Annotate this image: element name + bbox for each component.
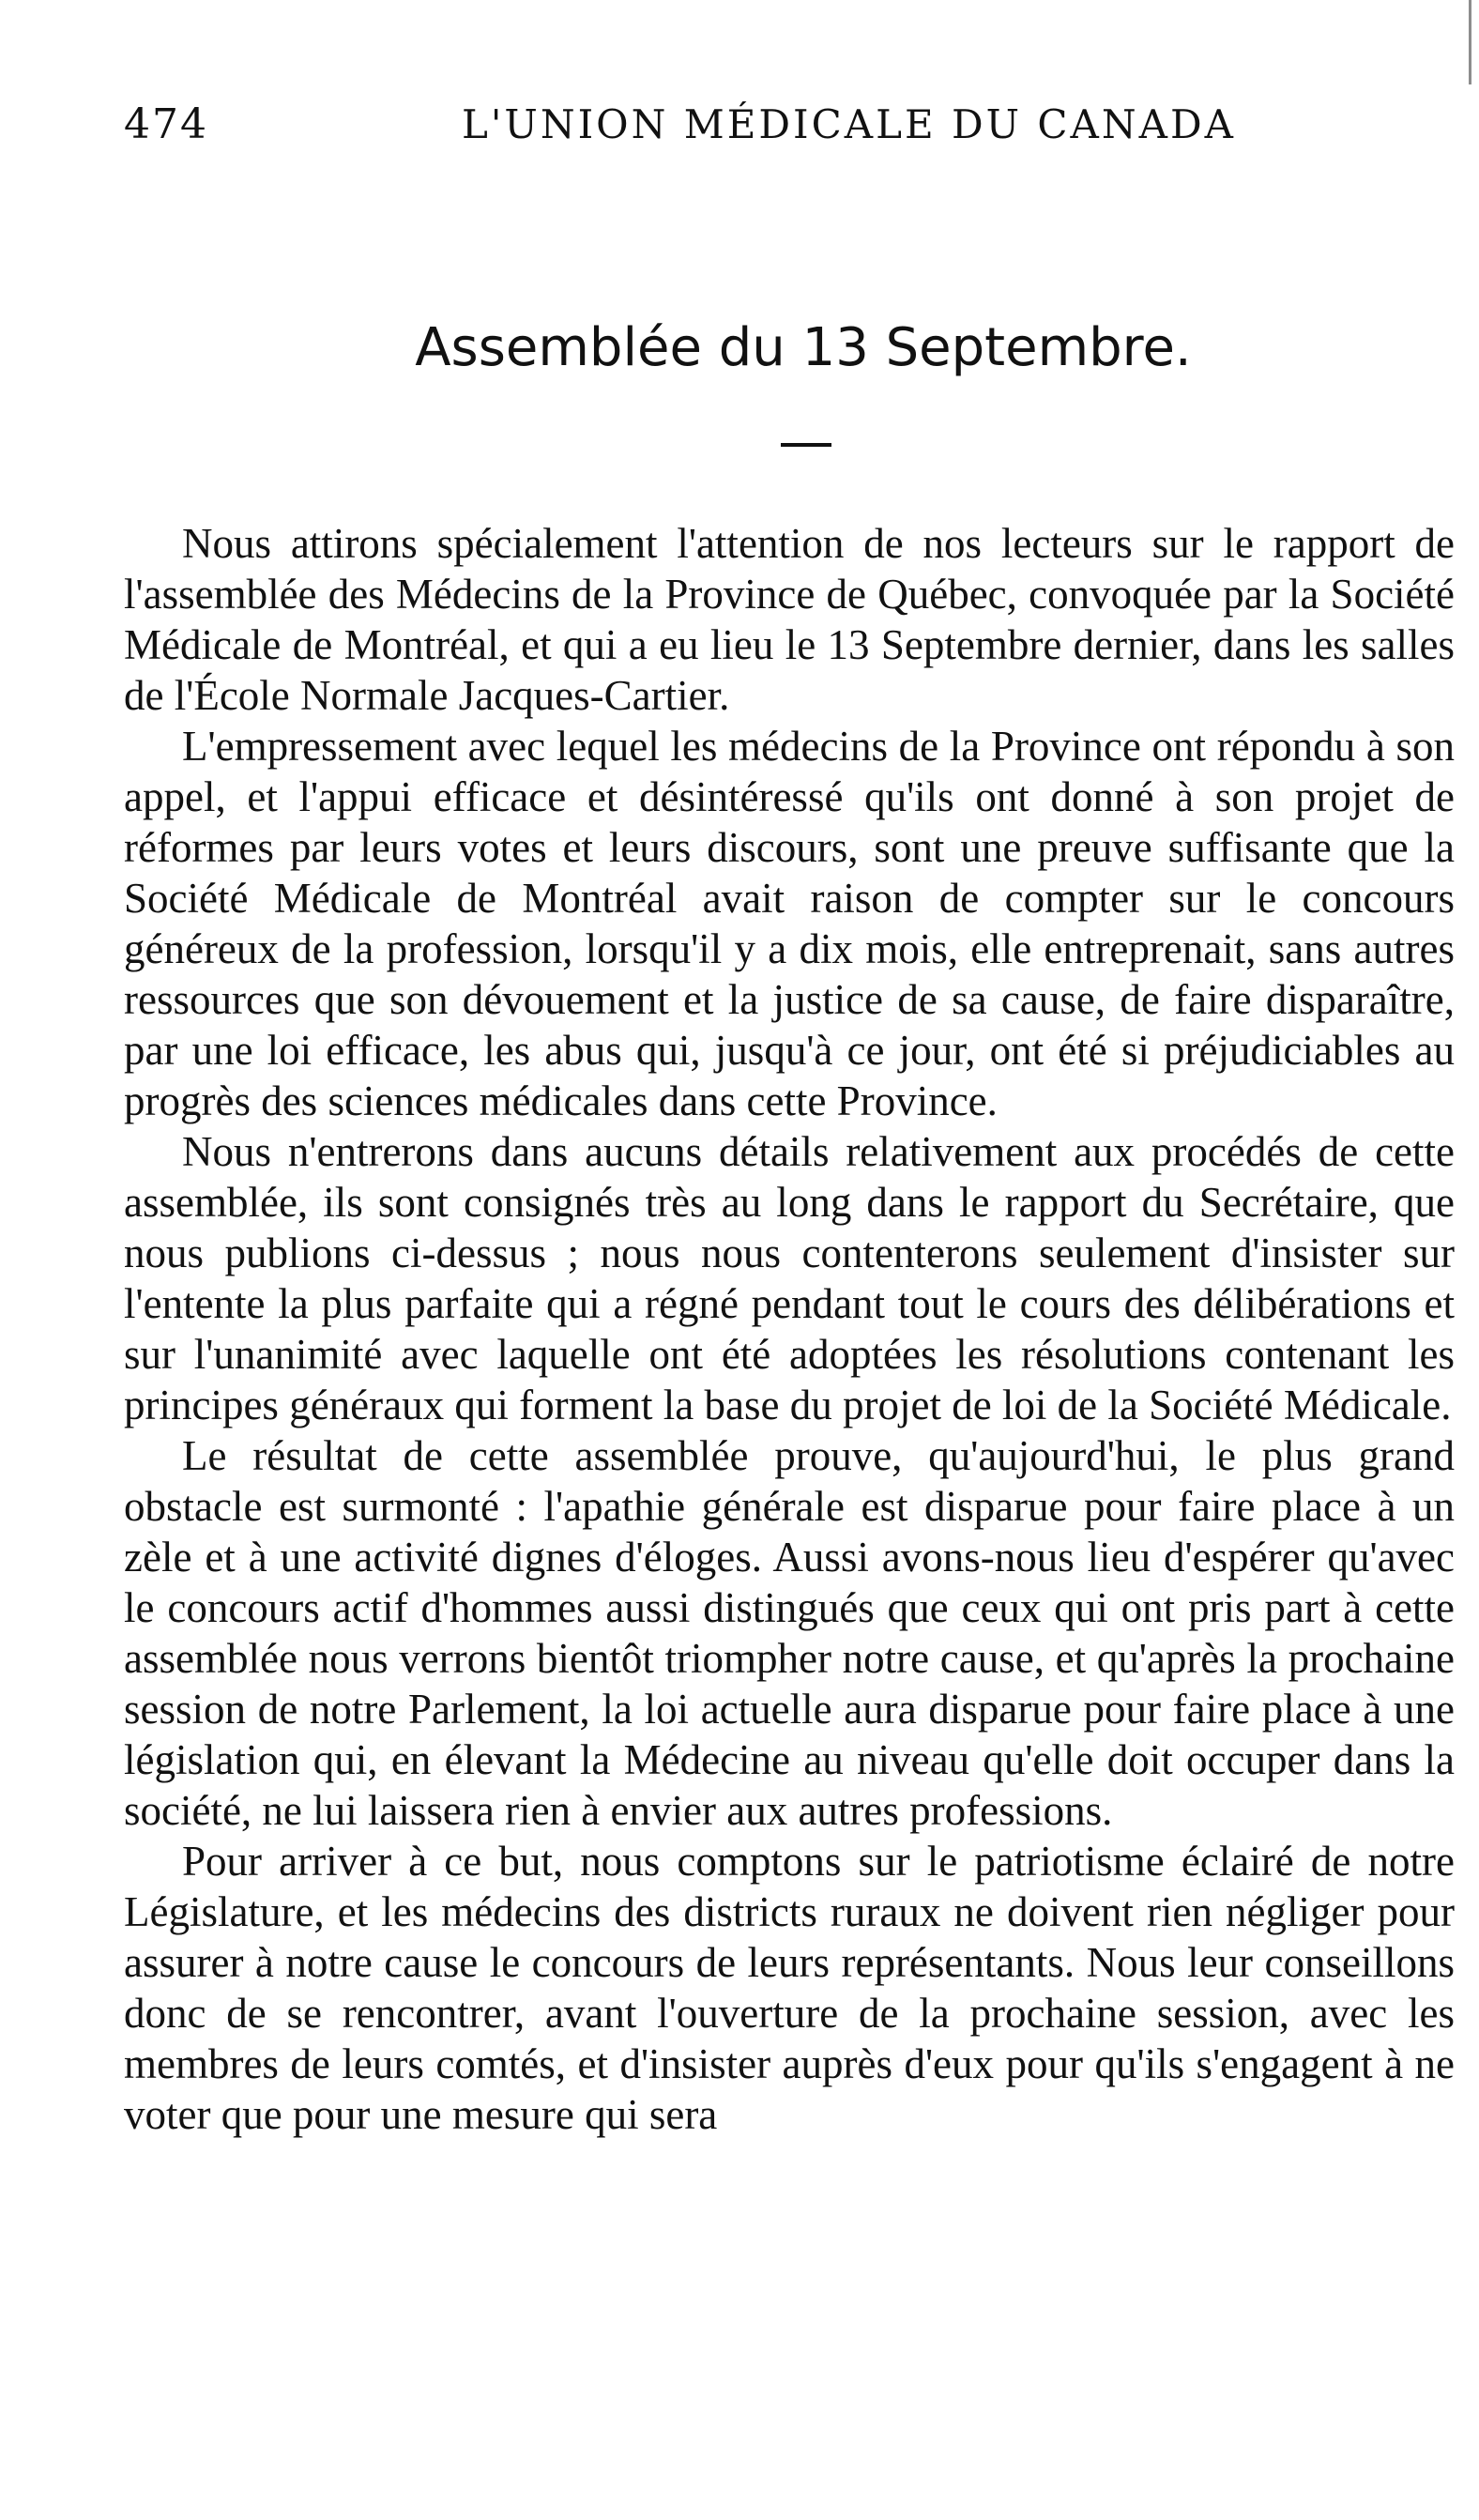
article-paragraph: Le résultat de cette assemblée prouve, qu'aujourd'hui, le plus grand obstacle est surmonté : l'apathie générale est disparue pour faire place à un zèle et à une activité dignes d'éloges. Aussi avons-nous lieu d'espérer qu'avec le concours actif d'hommes aussi distingués que ceux qui ont pris part à cette assemblée nous verrons bientôt triompher notre cause, et qu'après la prochaine session de notre Parlement, la loi actuelle aura disparue pour faire place à une législation qui, en élevant la Médecine au niveau qu'elle doit occuper dans la société, ne lui laissera rien à envier aux autres professions. — [124, 1432, 1455, 1834]
article-body — [124, 518, 1455, 2140]
journal-title: L'UNION MÉDICALE DU CANADA — [462, 101, 1236, 147]
article-paragraph: Nous attirons spécialement l'attention de nos lecteurs sur le rapport de l'assemblée des Médecins de la Province de Québec, convoquée par la Société Médicale de Montréal, et qui a eu lieu le 13 Septembre dernier, dans les salles de l'École Normale Jacques-Cartier. — [124, 520, 1455, 719]
page-number: 474 — [124, 100, 208, 148]
article-paragraph: Nous n'entrerons dans aucuns détails relativement aux procédés de cette assemblée, ils sont consignés très au long dans le rapport du Secrétaire, que nous publions ci-dessus ; nous nous contenterons seulement d'insister sur l'entente la plus parfaite qui a régné pendant tout le cours des délibérations et sur l'unanimité avec laquelle ont été adoptées les résolutions contenant les principes généraux qui forment la base du projet de loi de la Société Médicale. — [124, 1128, 1455, 1428]
article-paragraph: Pour arriver à ce but, nous comptons sur le patriotisme éclairé de notre Législature, et les médecins des districts ruraux ne doivent rien négliger pour assurer à notre cause le concours de leurs représentants. Nous leur conseillons donc de se rencontrer, avant l'ouverture de la prochaine session, avec les membres de leurs comtés, et d'insister auprès d'eux pour qu'ils s'engagent à ne voter que pour une mesure qui sera — [124, 1838, 1455, 2138]
running-header — [124, 92, 1455, 158]
article-title: Assemblée du 13 Septembre. — [415, 317, 1192, 378]
title-separator — [781, 443, 831, 447]
article-paragraph: L'empressement avec lequel les médecins de la Province ont répondu à son appel, et l'appui efficace et désintéressé qu'ils ont donné à son projet de réformes par leurs votes et leurs discours, sont une preuve suffisante que la Société Médicale de Montréal avait raison de compter sur le concours généreux de la profession, lorsqu'il y a dix mois, elle entreprenait, sans autres ressources que son dévouement et la justice de sa cause, de faire disparaître, par une loi efficace, les abus qui, jusqu'à ce jour, ont été si préjudiciables au progrès des sciences médicales dans cette Province. — [124, 723, 1455, 1124]
scan-edge-mark — [1469, 0, 1471, 84]
